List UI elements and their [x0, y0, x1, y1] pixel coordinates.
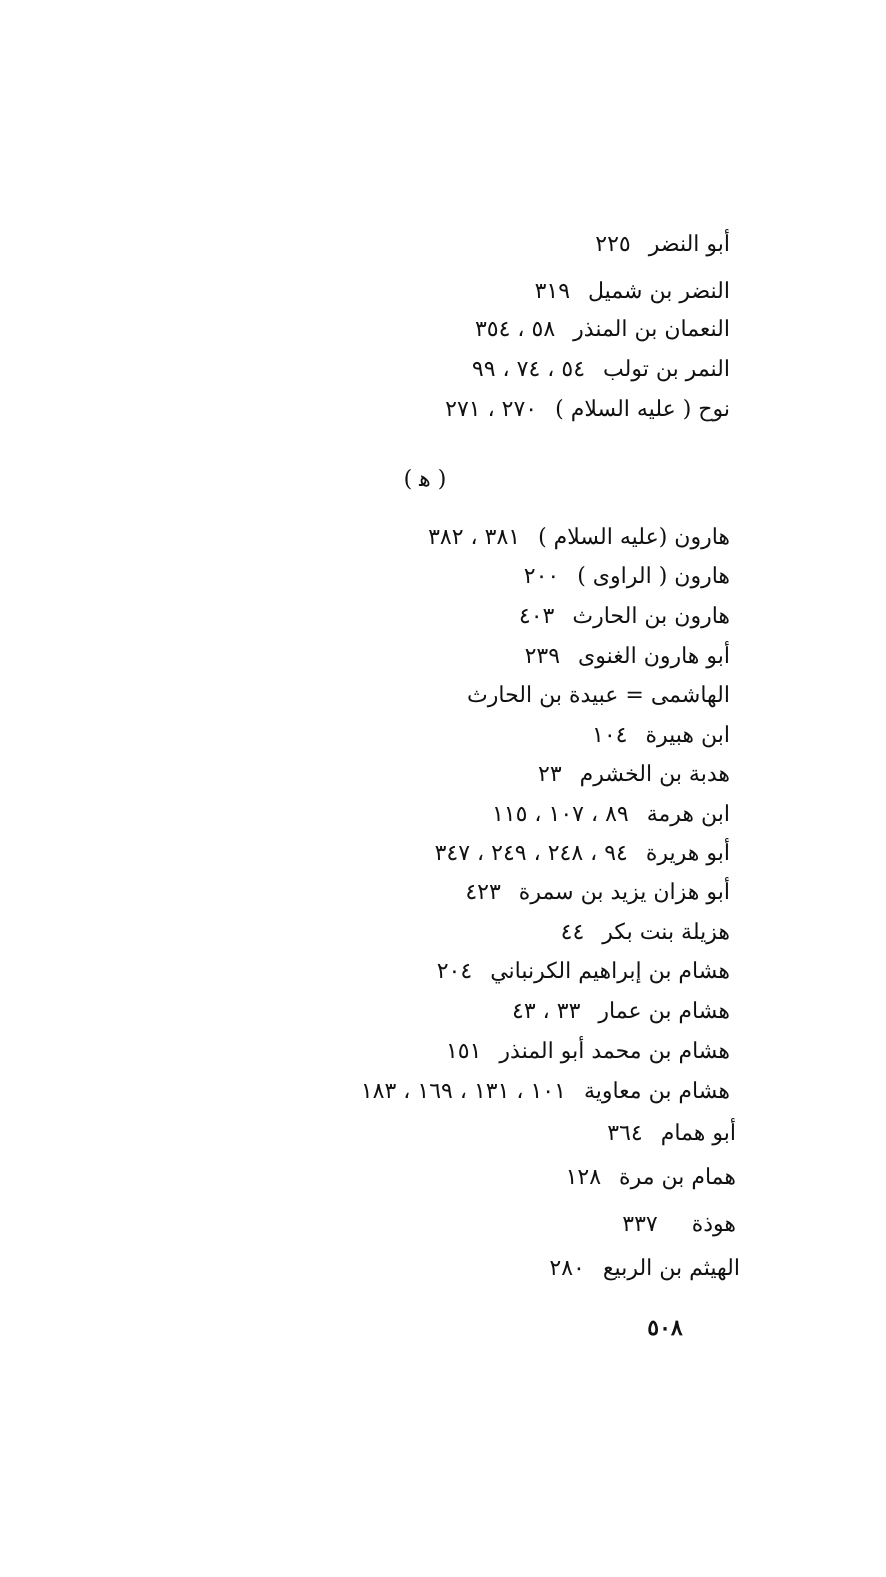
index-entry [465, 877, 730, 909]
index-entry [519, 601, 730, 633]
entry-name: هشام بن محمد أبو المنذر [499, 1039, 730, 1064]
entry-pages: ٣٣٧ [622, 1212, 658, 1237]
index-entry [524, 561, 730, 593]
entry-pages: ٢٠٤ [436, 959, 473, 984]
index-entry [607, 1118, 736, 1150]
entry-name: هدبة بن الخشرم [579, 762, 730, 787]
index-entry [595, 229, 730, 261]
index-entry [535, 276, 730, 308]
entry-name: هوذة [691, 1212, 736, 1237]
entry-name: همام بن مرة [619, 1165, 736, 1190]
entry-pages: ٤٤ [560, 920, 585, 945]
entry-pages: ٣٨١ ، ٣٨٢ [428, 525, 521, 550]
entry-pages: ٥٤ ، ٧٤ ، ٩٩ [471, 357, 586, 382]
entry-pages: ٨٩ ، ١٠٧ ، ١١٥ [491, 802, 629, 827]
index-entry [445, 394, 730, 426]
entry-name: ابن هبيرة [645, 723, 730, 748]
entry-name: أبو هارون الغنوى [578, 644, 730, 669]
entry-name: هارون ( الراوى ) [577, 564, 730, 589]
entry-pages: ٢٨٠ [549, 1256, 585, 1281]
entry-name: هزيلة بنت بكر [602, 920, 730, 945]
entry-name: هشام بن إبراهيم الكرنباني [490, 959, 730, 984]
entry-name: ابن هرمة [646, 802, 730, 827]
entry-name: النعمان بن المنذر [573, 317, 730, 342]
entry-pages: ٣٣ ، ٤٣ [512, 999, 581, 1024]
entry-pages: ٢٠٠ [523, 564, 560, 589]
entry-pages: ٣١٩ [534, 279, 571, 304]
index-entry [561, 917, 730, 949]
index-entry [512, 996, 730, 1028]
index-entry [622, 1209, 736, 1241]
entry-name: النمر بن تولب [603, 357, 730, 382]
index-entry [472, 354, 730, 386]
index-entry [435, 838, 730, 870]
entry-name: هارون (عليه السلام ) [538, 525, 730, 550]
entry-name: هشام بن معاوية [583, 1079, 730, 1104]
index-entry [566, 1162, 736, 1194]
index-entry [475, 314, 730, 346]
entry-pages: ٤٠٣ [518, 604, 555, 629]
entry-name: الهاشمى = عبيدة بن الحارث [467, 683, 730, 708]
entry-name: أبو همام [660, 1121, 736, 1146]
index-entry [492, 799, 730, 831]
entry-pages: ١٥١ [445, 1039, 482, 1064]
entry-name: نوح ( عليه السلام ) [555, 397, 730, 422]
entry-name: أبو النضر [648, 232, 730, 257]
entry-pages: ٢٣ [538, 762, 562, 787]
index-entry [592, 720, 730, 752]
entry-name: النضر بن شميل [588, 279, 730, 304]
entry-name: أبو هزان يزيد بن سمرة [518, 880, 730, 905]
entry-pages: ٩٤ ، ٢٤٨ ، ٢٤٩ ، ٣٤٧ [434, 841, 628, 866]
entry-name: هشام بن عمار [598, 999, 730, 1024]
index-entry [428, 522, 730, 554]
entry-pages: ٥٨ ، ٣٥٤ [474, 317, 556, 342]
entry-pages: ١٢٨ [565, 1165, 602, 1190]
index-entry [449, 680, 730, 712]
index-entry [446, 1036, 730, 1068]
entry-pages: ٢٢٥ [595, 232, 631, 257]
index-entry [525, 641, 730, 673]
entry-pages: ٢٧٠ ، ٢٧١ [445, 397, 538, 422]
entry-name: الهيثم بن الربيع [602, 1256, 740, 1281]
page-number: ٥٠٨ [647, 1315, 683, 1341]
index-entry [361, 1076, 730, 1108]
entry-pages: ٤٢٣ [465, 880, 501, 905]
entry-pages: ٢٣٩ [524, 644, 561, 669]
index-entry [437, 956, 730, 988]
entry-name: أبو هريرة [645, 841, 730, 866]
entry-pages: ١٠١ ، ١٣١ ، ١٦٩ ، ١٨٣ [360, 1079, 566, 1104]
entry-pages: ١٠٤ [592, 723, 628, 748]
entry-pages: ٣٦٤ [607, 1121, 643, 1146]
index-entry [549, 1253, 740, 1285]
section-heading: ( ﻫ ) [403, 467, 447, 492]
index-entry [538, 759, 730, 791]
entry-name: هارون بن الحارث [572, 604, 730, 629]
